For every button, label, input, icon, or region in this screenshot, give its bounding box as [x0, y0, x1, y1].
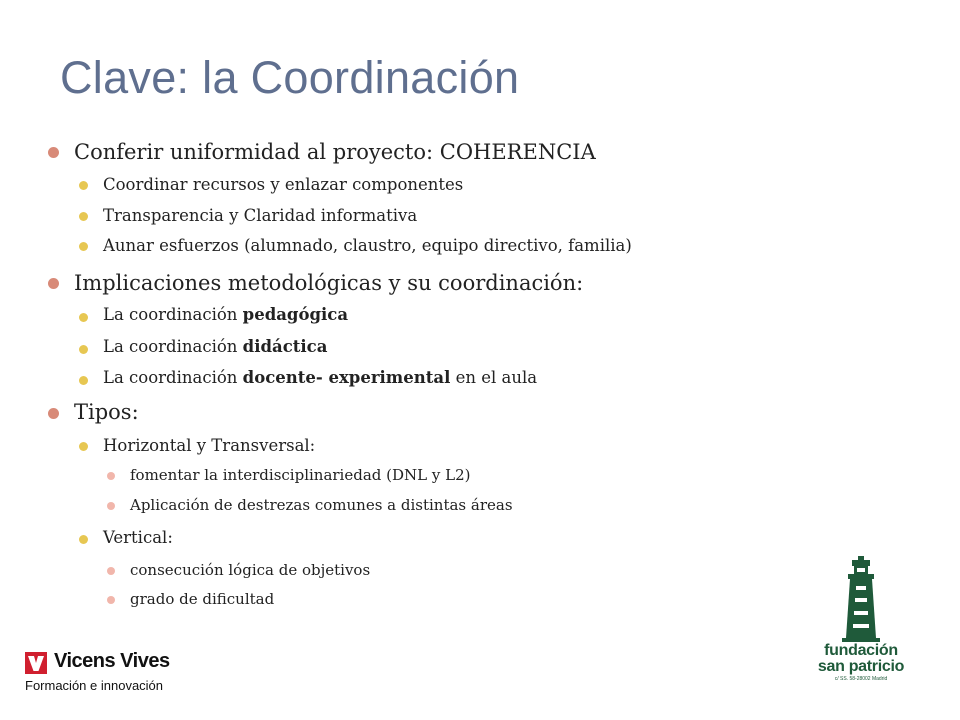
bullet-dot: [48, 408, 59, 419]
vicens-vives-mark-icon: [25, 652, 47, 674]
horizontal-item-1: fomentar la interdisciplinariedad (DNL y L2): [130, 466, 471, 484]
point-3: Tipos:: [74, 400, 139, 424]
item-emphasis: docente- experimental: [242, 368, 451, 387]
slide-title: Clave: la Coordinación: [60, 52, 520, 103]
bullet-dot: [79, 376, 88, 385]
fundacion-line-1: fundación: [824, 642, 898, 659]
point-2-item-3: [103, 368, 537, 387]
bullet-dot: [107, 567, 115, 575]
bullet-dot: [79, 313, 88, 322]
item-prefix: La coordinación: [103, 337, 243, 356]
point-2: Implicaciones metodológicas y su coordinación:: [74, 271, 584, 295]
bullet-dot: [79, 535, 88, 544]
item-emphasis: pedagógica: [242, 305, 349, 324]
point-3-vertical: Vertical:: [103, 528, 173, 547]
bullet-dot: [79, 442, 88, 451]
horizontal-item-2: Aplicación de destrezas comunes a distintas áreas: [130, 496, 513, 514]
bullet-dot: [107, 502, 115, 510]
point-2-item-1: [103, 305, 348, 324]
item-prefix: La coordinación: [103, 368, 243, 387]
bullet-dot: [79, 212, 88, 221]
bullet-dot: [107, 596, 115, 604]
item-suffix: en el aula: [450, 368, 538, 387]
point-1-item-3: Aunar esfuerzos (alumnado, claustro, equipo directivo, familia): [103, 236, 632, 255]
vicens-vives-name: Vicens Vives: [54, 650, 170, 672]
lighthouse-icon: [816, 556, 906, 642]
item-prefix: La coordinación: [103, 305, 243, 324]
point-1-item-2: Transparencia y Claridad informativa: [103, 206, 418, 225]
vicens-vives-logo: [25, 652, 205, 697]
bullet-dot: [79, 242, 88, 251]
fundacion-san-patricio-logo: [816, 556, 906, 686]
vertical-item-1: consecución lógica de objetivos: [130, 561, 371, 579]
vertical-item-2: grado de dificultad: [130, 590, 275, 608]
bullet-dot: [79, 181, 88, 190]
point-1-item-1: Coordinar recursos y enlazar componentes: [103, 175, 464, 194]
point-3-horizontal: Horizontal y Transversal:: [103, 436, 316, 455]
fundacion-address: c/ SS. 58-28002 Madrid: [834, 676, 888, 682]
bullet-dot: [107, 472, 115, 480]
item-emphasis: didáctica: [242, 337, 328, 356]
point-1: Conferir uniformidad al proyecto: COHERENCIA: [74, 140, 596, 164]
bullet-dot: [79, 345, 88, 354]
bullet-dot: [48, 147, 59, 158]
fundacion-line-2: san patricio: [817, 658, 905, 675]
bullet-dot: [48, 278, 59, 289]
vicens-vives-tagline: Formación e innovación: [25, 678, 164, 693]
point-2-item-2: [103, 337, 327, 356]
